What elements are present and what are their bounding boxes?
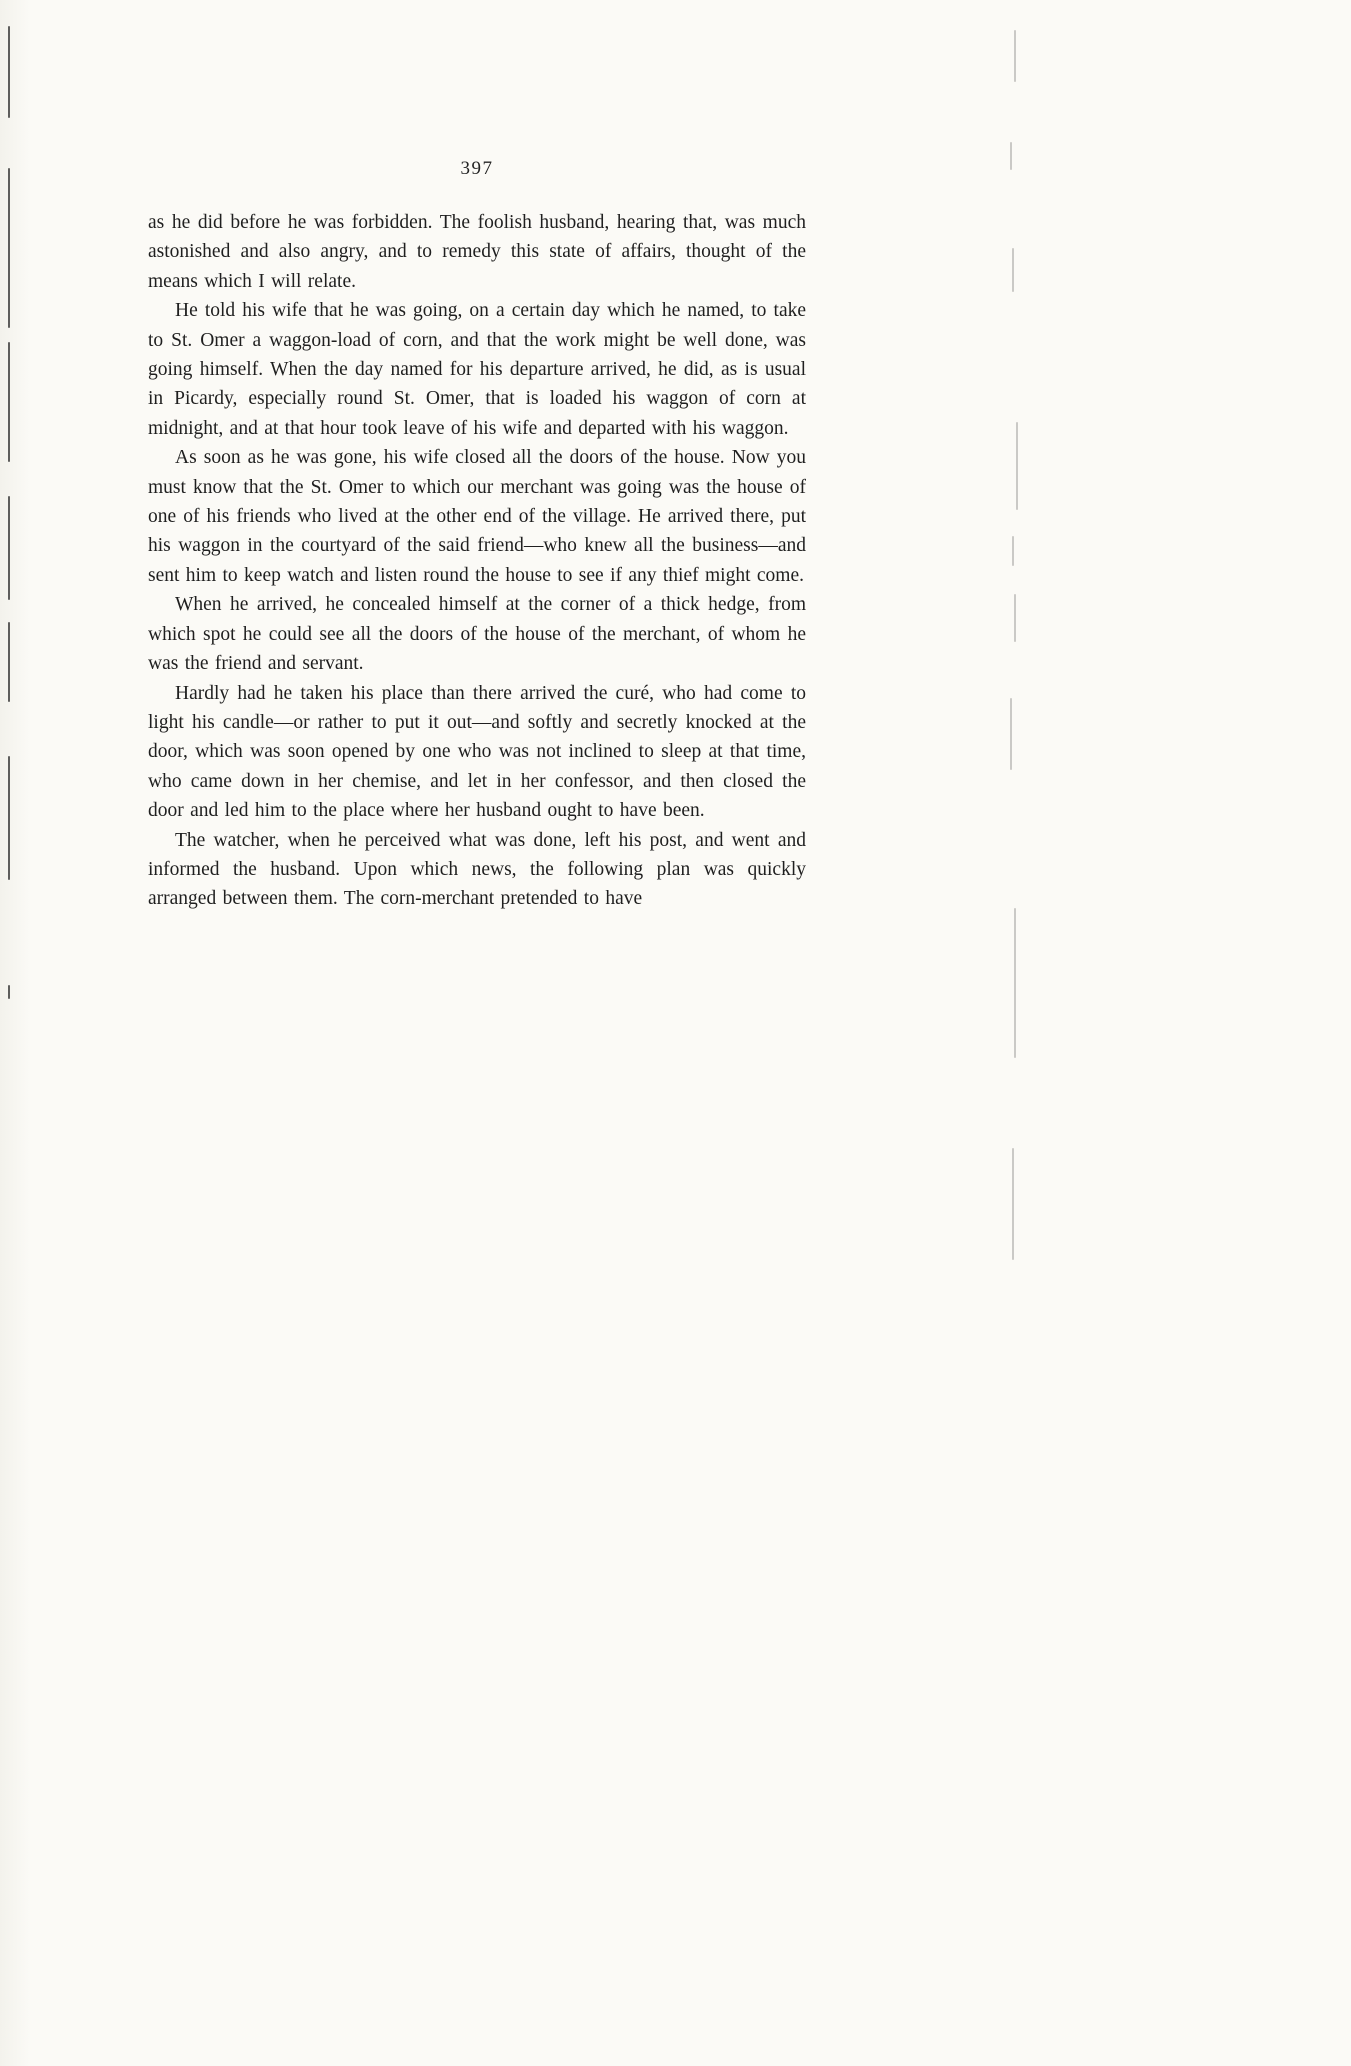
binding-mark bbox=[8, 622, 10, 702]
paragraph: Hardly had he taken his place than there arrived the curé, who had come to light his candle—or rather to put it out—and softly and secretly knocked at the door, which was soon opened by one who was not inclined to sleep at that time, who came down in her chemise, and let in her confessor, and then closed the door and led him to the place where her husband ought to have been. bbox=[148, 682, 806, 822]
paragraph: As soon as he was gone, his wife closed all the doors of the house. Now you must know that the St. Omer to which our merchant was going was the house of one of his friends who lived at the other end of the village. He arrived there, put his waggon in the courtyard of the said friend—who knew all the business—and sent him to keep watch and listen round the house to see if any thief might come. bbox=[148, 447, 806, 586]
scan-streak bbox=[1014, 30, 1016, 82]
scan-streak bbox=[1012, 248, 1014, 292]
binding-mark bbox=[8, 168, 10, 328]
paragraph: The watcher, when he perceived what was done, left his post, and went and informed the husband. Upon which news, the following plan was quickly arranged between them. The corn-merchant pretended to have bbox=[148, 829, 806, 910]
binding-mark bbox=[8, 496, 10, 600]
scan-streak bbox=[1016, 422, 1018, 510]
scan-streak bbox=[1012, 1148, 1014, 1260]
binding-mark bbox=[8, 985, 10, 999]
page-text-block bbox=[148, 208, 806, 914]
scan-streak bbox=[1014, 908, 1016, 1058]
paragraph: He told his wife that he was going, on a certain day which he named, to take to St. Omer a waggon-load of corn, and that the work might be well done, was going himself. When the day named for his departure arrived, he did, as is usual in Picardy, especially round St. Omer, that is loaded his waggon of corn at midnight, and at that hour took leave of his wife and departed with his waggon. bbox=[148, 300, 806, 439]
scan-streak bbox=[1010, 698, 1012, 770]
scan-streak bbox=[1012, 536, 1014, 566]
scan-streak bbox=[1010, 142, 1012, 170]
binding-mark bbox=[8, 342, 10, 462]
binding-mark bbox=[8, 26, 10, 118]
paragraph: as he did before he was forbidden. The foolish husband, hearing that, was much astonished and also angry, and to remedy this state of affairs, thought of the means which I will relate. bbox=[148, 212, 806, 292]
binding-mark bbox=[8, 756, 10, 880]
paragraph: When he arrived, he concealed himself at the corner of a thick hedge, from which spot he could see all the doors of the house of the merchant, of whom he was the friend and servant. bbox=[148, 594, 806, 675]
scan-streak bbox=[1014, 594, 1016, 642]
page-number: 397 bbox=[460, 158, 494, 179]
